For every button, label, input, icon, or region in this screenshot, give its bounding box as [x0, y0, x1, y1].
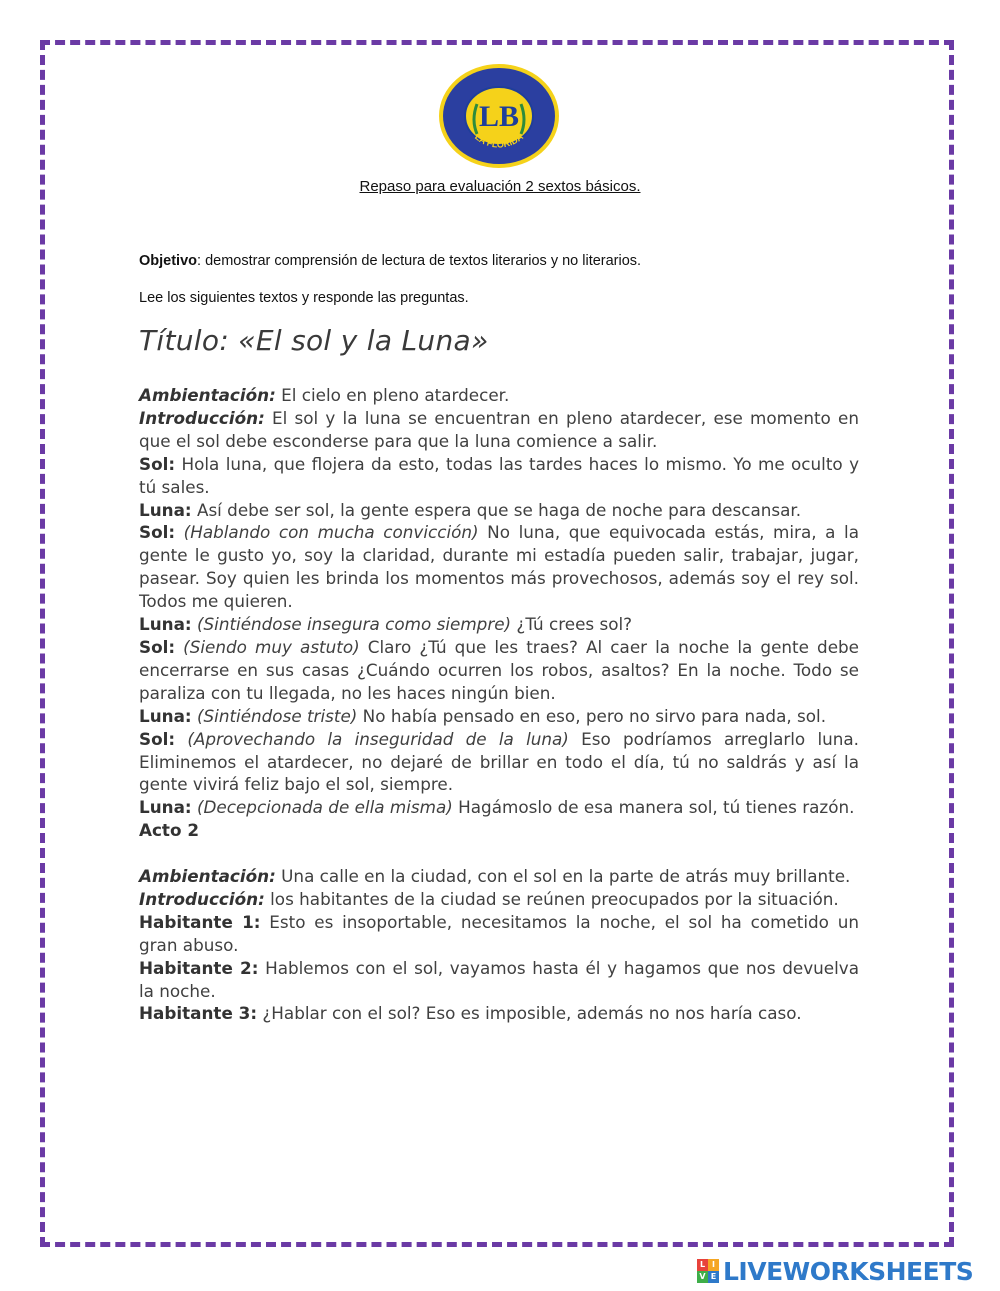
icon-letter: I: [708, 1259, 719, 1271]
script-line: [139, 453, 859, 499]
speaker-label: Sol:: [139, 728, 176, 749]
dialogue-text: ¿Hablar con el sol? Eso es imposible, además no nos haría caso.: [257, 1003, 802, 1024]
dialogue-text: Claro ¿Tú que les traes? Al caer la noche la gente debe encerrarse en sus casas ¿Cuándo ocurren los robos, asaltos? En la noche. Todo se paraliza con tu llegada, no les haces ningún bien.: [139, 636, 859, 703]
script-line: [139, 796, 859, 819]
dialogue-text: Hola luna, que flojera da esto, todas las tardes haces lo mismo. Yo me oculto y tú sales.: [139, 453, 859, 497]
script-line: [139, 728, 859, 797]
script-line: [139, 865, 859, 888]
speaker-label: Introducción:: [139, 888, 265, 909]
speaker-label: Ambientación:: [139, 866, 276, 887]
act-1: [139, 384, 859, 819]
stage-direction: (Siendo muy astuto): [175, 636, 360, 657]
dialogue-text: No había pensado en eso, pero no sirvo para nada, sol.: [357, 705, 827, 726]
speaker-label: Luna:: [139, 705, 192, 726]
logo-bottom-text: LA FLORIDA: [472, 131, 526, 150]
story-title: Título: «El sol y la Luna»: [139, 324, 489, 357]
speaker-label: Introducción:: [139, 407, 265, 428]
script-line: [139, 613, 859, 636]
liveworksheets-watermark: [697, 1255, 973, 1287]
script-line: [139, 407, 859, 453]
stage-direction: (Decepcionada de ella misma): [191, 797, 453, 818]
dialogue-text: El sol y la luna se encuentran en pleno atardecer, ese momento en que el sol debe esconderse para que la luna comience a salir.: [139, 407, 859, 451]
logo-top-text: [437, 62, 551, 65]
play-script: [139, 384, 859, 1025]
dialogue-text: Esto es insoportable, necesitamos la noche, el sol ha cometido un gran abuso.: [139, 911, 859, 955]
dialogue-text: No luna, que equivocada estás, mira, a la gente le gusto yo, soy la claridad, durante mi estadía pueden salir, trabajar, jugar, pasear. Soy quien les brinda los momentos más provechosos, además soy el rey sol. Todos me quieren.: [139, 522, 859, 612]
stage-direction: (Aprovechando la inseguridad de la luna): [175, 728, 569, 749]
school-logo: [437, 62, 561, 170]
stage-direction: (Hablando con mucha convicción): [175, 522, 479, 543]
speaker-label: Luna:: [139, 499, 192, 520]
dialogue-text: Una calle en la ciudad, con el sol en la parte de atrás muy brillante.: [275, 866, 851, 887]
objective-line: [139, 253, 641, 269]
speaker-label: Sol:: [139, 453, 176, 474]
script-line: [139, 888, 859, 911]
icon-letter: E: [708, 1271, 719, 1283]
speaker-label: Luna:: [139, 797, 192, 818]
speaker-label: Sol:: [139, 522, 176, 543]
dialogue-text: Así debe ser sol, la gente espera que se haga de noche para descansar.: [191, 499, 802, 520]
speaker-label: Habitante 1:: [139, 911, 261, 932]
liveworksheets-text: LIVEWORKSHEETS: [723, 1256, 974, 1286]
objective-label: Objetivo: [139, 253, 198, 269]
script-line: [139, 705, 859, 728]
script-line: [139, 499, 859, 522]
script-line: [139, 911, 859, 957]
act-2: [139, 865, 859, 1025]
icon-letter: V: [697, 1271, 708, 1283]
dialogue-text: los habitantes de la ciudad se reúnen preocupados por la situación.: [264, 888, 839, 909]
spacer: [139, 842, 859, 865]
script-line: [139, 384, 859, 407]
speaker-label: Habitante 3:: [139, 1003, 258, 1024]
dialogue-text: ¿Tú crees sol?: [511, 614, 633, 635]
script-line: [139, 636, 859, 705]
script-line: [139, 1002, 859, 1025]
act-2-heading: Acto 2: [139, 820, 200, 841]
stage-direction: (Sintiéndose triste): [191, 705, 358, 726]
icon-letter: L: [697, 1259, 708, 1271]
speaker-label: Sol:: [139, 636, 176, 657]
script-line: [139, 957, 859, 1003]
speaker-label: Ambientación:: [139, 385, 276, 405]
dialogue-text: Eso podríamos arreglarlo luna. Eliminemos el atardecer, no dejaré de brillar en todo el día, tú no saldrás y así la gente vivirá feliz bajo el sol, siempre.: [139, 728, 859, 795]
dialogue-text: El cielo en pleno atardecer.: [275, 385, 510, 405]
document-title: Repaso para evaluación 2 sextos básicos.: [359, 178, 641, 195]
stage-direction: (Sintiéndose insegura como siempre): [191, 614, 512, 635]
instructions: Lee los siguientes textos y responde las preguntas.: [139, 290, 469, 306]
liveworksheets-icon: [697, 1259, 719, 1283]
dialogue-text: Hablemos con el sol, vayamos hasta él y hagamos que nos devuelva la noche.: [139, 957, 859, 1001]
script-line: [139, 521, 859, 613]
dialogue-text: Hagámoslo de esa manera sol, tú tienes razón.: [452, 797, 855, 818]
objective-text: : demostrar comprensión de lectura de textos literarios y no literarios.: [197, 253, 642, 269]
logo-monogram: LB: [478, 100, 520, 133]
speaker-label: Habitante 2:: [139, 957, 259, 978]
speaker-label: Luna:: [139, 614, 192, 635]
